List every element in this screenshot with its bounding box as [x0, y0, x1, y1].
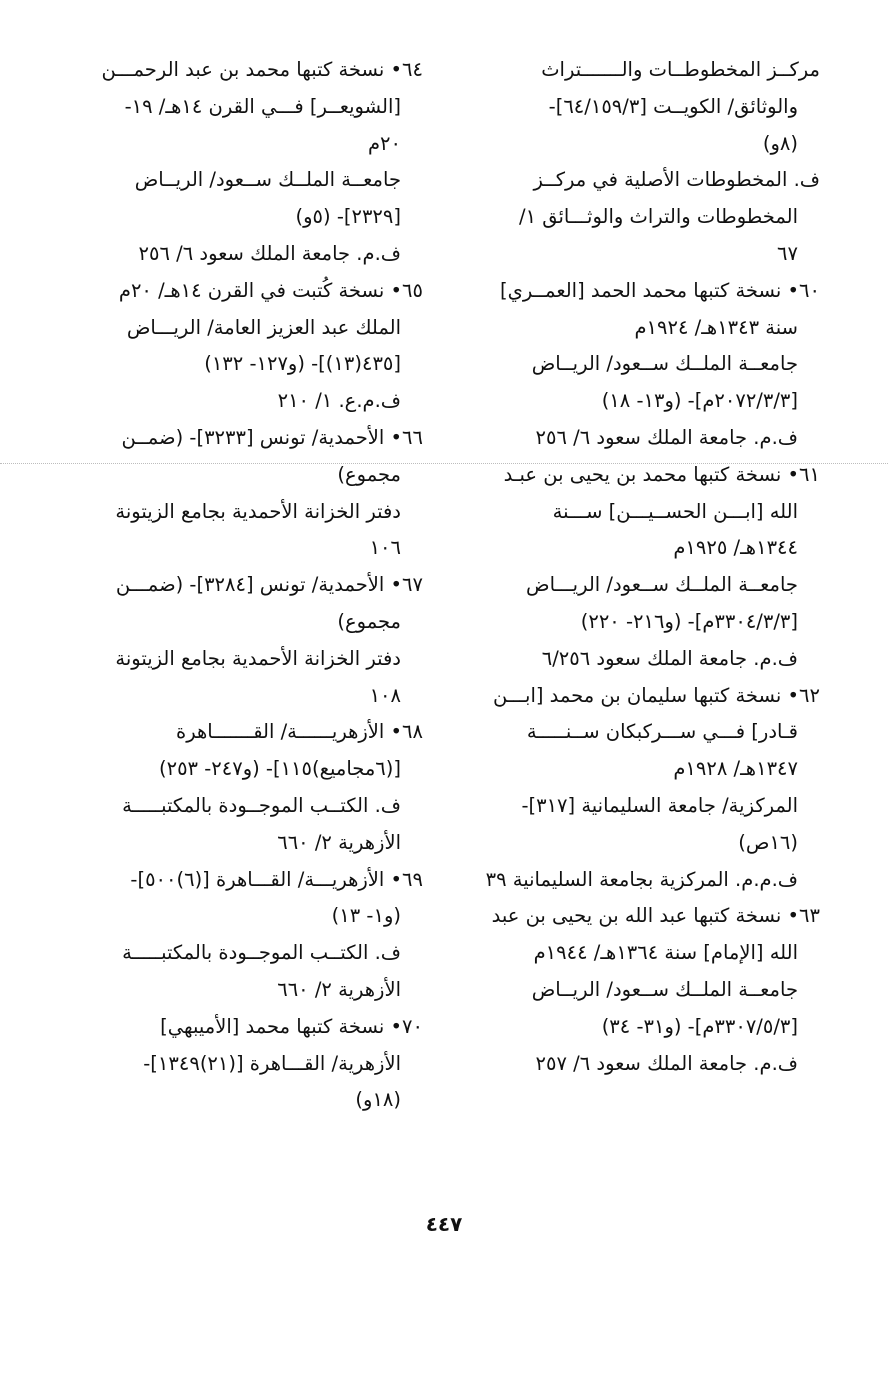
entry-line: ٦١• نسخة كتبها محمد بن يحيى بن عبـد: [503, 462, 820, 486]
entry-line: جامعــة الملــك ســعود/ الريــاض: [531, 977, 798, 1001]
entry-line: دفتر الخزانة الأحمدية بجامع الزيتونة: [115, 499, 401, 523]
entry-line: ١٠٨: [369, 683, 401, 707]
entry-line: ف.م. جامعة الملك سعود ٦/ ٢٥٦: [535, 425, 798, 449]
entry-line: جامعــة الملــك ســعود/ الريـــاض: [526, 573, 798, 597]
entry-line: ف. الكتــب الموجــودة بالمكتبـــــة: [122, 793, 401, 817]
catalog-entry: [465, 273, 820, 457]
entry-line: ٦٨• الأزهريــــــة/ القـــــــاهرة: [176, 720, 423, 744]
entry-line: [الشويعــر] فـــي القرن ١٤هـ/ ١٩-: [124, 94, 401, 118]
entry-line: ف. الكتــب الموجــودة بالمكتبـــــة: [122, 941, 401, 965]
entry-line: ٦٤• نسخة كتبها محمد بن عبد الرحمـــن: [101, 58, 423, 81]
entry-line: ٧٠• نسخة كتبها محمد [الأميبهي]: [160, 1014, 423, 1038]
entry-line: ف.م.ع. ١/ ٢١٠: [277, 389, 401, 413]
entry-line: جامعــة الملــك ســعود/ الريــاض: [134, 168, 401, 192]
entry-line: ٦٥• نسخة كُتبت في القرن ١٤هـ/ ٢٠م: [118, 278, 423, 302]
entry-line: (و١- ١٣): [331, 904, 401, 928]
entry-line: (٨و): [762, 131, 798, 155]
catalog-entry: [465, 898, 820, 1082]
entry-line: [٢٣٢٩]- (٥و): [295, 205, 401, 229]
entry-line: سنة ١٣٤٣هـ/ ١٩٢٤م: [634, 315, 798, 339]
entry-line: مجموع): [337, 462, 401, 486]
catalog-entry: [68, 1009, 423, 1119]
entry-line: ٦٩• الأزهريـــة/ القـــاهرة [(٦)٥٠٠]-: [130, 867, 423, 891]
catalog-entry: [68, 567, 423, 714]
entry-line: ٦٣• نسخة كتبها عبد الله بن يحيى بن عبد: [491, 904, 820, 928]
entry-line: ١٣٤٤هـ/ ١٩٢٥م: [673, 536, 798, 560]
catalog-entry: [68, 273, 423, 420]
entry-line: جامعــة الملــك ســعود/ الريــاض: [531, 352, 798, 376]
page-number: ٤٤٧: [425, 1212, 463, 1236]
entry-line: الملك عبد العزيز العامة/ الريـــاض: [126, 315, 401, 339]
catalog-entry: [68, 52, 423, 273]
entry-line: قـادر] فـــي ســـركبكان ســنـــــة: [526, 720, 798, 744]
entry-line: ٦٠• نسخة كتبها محمد الحمد [العمــري]: [500, 278, 820, 302]
entry-line: ف.م. جامعة الملك سعود ٦/٢٥٦: [541, 646, 798, 670]
catalog-entry: [68, 714, 423, 861]
entry-line: ف.م.م. المركزية بجامعة السليمانية ٣٩: [485, 867, 798, 891]
entry-line: (١٨و): [355, 1088, 401, 1112]
left-column: [68, 52, 423, 1119]
entry-line: [٣٣٠٧/٥/٣م]- (و٣١- ٣٤): [601, 1014, 798, 1038]
entry-line: مركــز المخطوطــات والـــــــتراث: [541, 58, 820, 81]
catalog-entry: [68, 862, 423, 1009]
entry-line: [٣٣٠٤/٣/٣م]- (و٢١٦- ٢٢٠): [580, 609, 798, 633]
entry-line: [٢٠٧٢/٣/٣م]- (و١٣- ١٨): [601, 389, 798, 413]
entry-line: ٦٢• نسخة كتبها سليمان بن محمد [ابـــن: [493, 683, 820, 707]
entry-line: والوثائق/ الكويــت [٦٤/١٥٩/٣]-: [548, 94, 798, 118]
entry-line: ٦٧: [777, 241, 798, 265]
entry-line: ف.م. جامعة الملك سعود ٦/ ٢٥٦: [138, 241, 401, 265]
catalog-entry: [465, 678, 820, 899]
entry-line: ٦٦• الأحمدية/ تونس [٣٢٣٣]- (ضمــن: [121, 425, 423, 449]
entry-line: الأزهرية ٢/ ٦٦٠: [277, 977, 401, 1001]
entry-line: الأزهرية ٢/ ٦٦٠: [277, 830, 401, 854]
entry-line: الله [ابـــن الحســيـــن] ســـنة: [552, 499, 798, 523]
entry-line: دفتر الخزانة الأحمدية بجامع الزيتونة: [115, 646, 401, 670]
entry-line: (١٦ص): [738, 830, 798, 854]
entry-line: ف. المخطوطات الأصلية في مركــز: [533, 168, 820, 192]
catalog-entry: [68, 420, 423, 567]
entry-line: المركزية/ جامعة السليمانية [٣١٧]-: [521, 793, 798, 817]
right-column: [465, 52, 820, 1082]
entry-line: الله [الإمام] سنة ١٣٦٤هـ/ ١٩٤٤م: [533, 941, 798, 965]
entry-line: المخطوطات والتراث والوثـــائق ١/: [518, 205, 798, 229]
entry-line: الأزهرية/ القـــاهرة [(٢١)١٣٤٩]-: [143, 1051, 401, 1075]
entry-line: [(٦مجاميع)١١٥]- (و٢٤٧- ٢٥٣): [159, 757, 401, 781]
catalog-entry: [465, 52, 820, 162]
entry-line: ١٠٦: [369, 536, 401, 560]
entry-line: مجموع): [337, 609, 401, 633]
entry-line: ١٣٤٧هـ/ ١٩٢٨م: [673, 757, 798, 781]
catalog-entry: [465, 162, 820, 272]
entry-line: ٢٠م: [367, 131, 401, 155]
entry-line: [٤٣٥(١٣)]- (و١٢٧- ١٣٢): [204, 352, 401, 376]
catalog-entry: [465, 457, 820, 678]
entry-line: ٦٧• الأحمدية/ تونس [٣٢٨٤]- (ضمـــن: [115, 573, 423, 597]
entry-line: ف.م. جامعة الملك سعود ٦/ ٢٥٧: [535, 1051, 798, 1075]
